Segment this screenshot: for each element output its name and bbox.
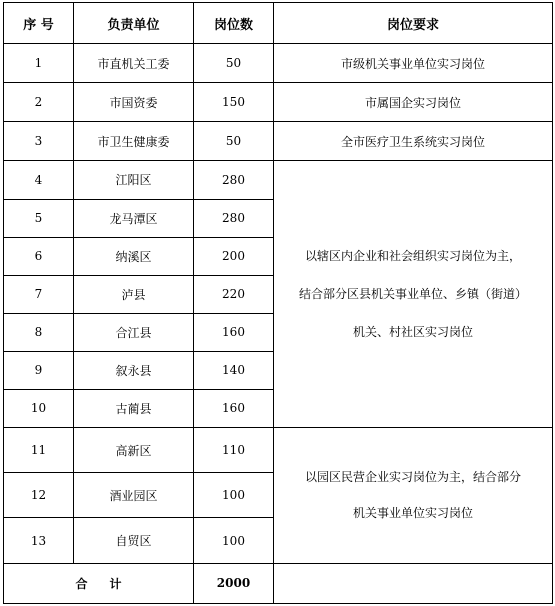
header-unit: 负责单位 [74, 3, 194, 44]
row-count: 50 [194, 122, 274, 161]
group-b-req-line: 机关事业单位实习岗位 [352, 506, 473, 521]
group-b-req-line: 以园区民营企业实习岗位为主，结合部分 [304, 470, 521, 485]
group-a-req [274, 161, 553, 427]
row-seq: 6 [4, 237, 74, 275]
row-count: 150 [194, 83, 274, 122]
total-row [4, 563, 553, 603]
row-unit: 合江县 [74, 313, 194, 351]
row-count: 140 [194, 351, 274, 389]
row-count: 110 [194, 427, 274, 472]
row-unit: 叙永县 [74, 351, 194, 389]
table-row [4, 122, 553, 161]
row-unit: 江阳区 [74, 161, 194, 199]
header-count: 岗位数 [194, 3, 274, 44]
row-count: 220 [194, 275, 274, 313]
row-seq: 11 [4, 427, 74, 472]
total-req-empty [274, 563, 553, 603]
row-unit: 自贸区 [74, 518, 194, 563]
row-req: 市属国企实习岗位 [274, 83, 553, 122]
total-label: 合计 [4, 563, 194, 603]
row-unit: 市卫生健康委 [74, 122, 194, 161]
group-a-req-line: 结合部分区县机关事业单位、乡镇（街道） [298, 287, 527, 302]
row-seq: 5 [4, 199, 74, 237]
row-unit: 市国资委 [74, 83, 194, 122]
table-row [4, 161, 553, 199]
row-unit: 酒业园区 [74, 473, 194, 518]
header-req: 岗位要求 [274, 3, 553, 44]
row-seq: 9 [4, 351, 74, 389]
row-req: 全市医疗卫生系统实习岗位 [274, 122, 553, 161]
row-unit: 泸县 [74, 275, 194, 313]
row-count: 100 [194, 518, 274, 563]
row-count: 160 [194, 389, 274, 427]
row-unit: 古蔺县 [74, 389, 194, 427]
group-a-req-line: 以辖区内企业和社会组织实习岗位为主， [304, 249, 521, 264]
header-row [4, 3, 553, 44]
table-row [4, 83, 553, 122]
row-seq: 8 [4, 313, 74, 351]
row-seq: 2 [4, 83, 74, 122]
positions-table [3, 2, 553, 604]
group-a-req-line: 机关、村社区实习岗位 [352, 325, 473, 340]
row-seq: 12 [4, 473, 74, 518]
row-req: 市级机关事业单位实习岗位 [274, 44, 553, 83]
row-count: 50 [194, 44, 274, 83]
table-row [4, 44, 553, 83]
row-seq: 4 [4, 161, 74, 199]
row-count: 200 [194, 237, 274, 275]
row-count: 280 [194, 161, 274, 199]
row-seq: 7 [4, 275, 74, 313]
group-b-req [274, 427, 553, 563]
row-unit: 高新区 [74, 427, 194, 472]
total-value: 2000 [194, 563, 274, 603]
row-seq: 1 [4, 44, 74, 83]
row-unit: 纳溪区 [74, 237, 194, 275]
row-count: 280 [194, 199, 274, 237]
header-seq: 序 号 [4, 3, 74, 44]
row-count: 100 [194, 473, 274, 518]
row-count: 160 [194, 313, 274, 351]
row-seq: 3 [4, 122, 74, 161]
row-unit: 龙马潭区 [74, 199, 194, 237]
table-row [4, 427, 553, 472]
row-unit: 市直机关工委 [74, 44, 194, 83]
row-seq: 10 [4, 389, 74, 427]
row-seq: 13 [4, 518, 74, 563]
